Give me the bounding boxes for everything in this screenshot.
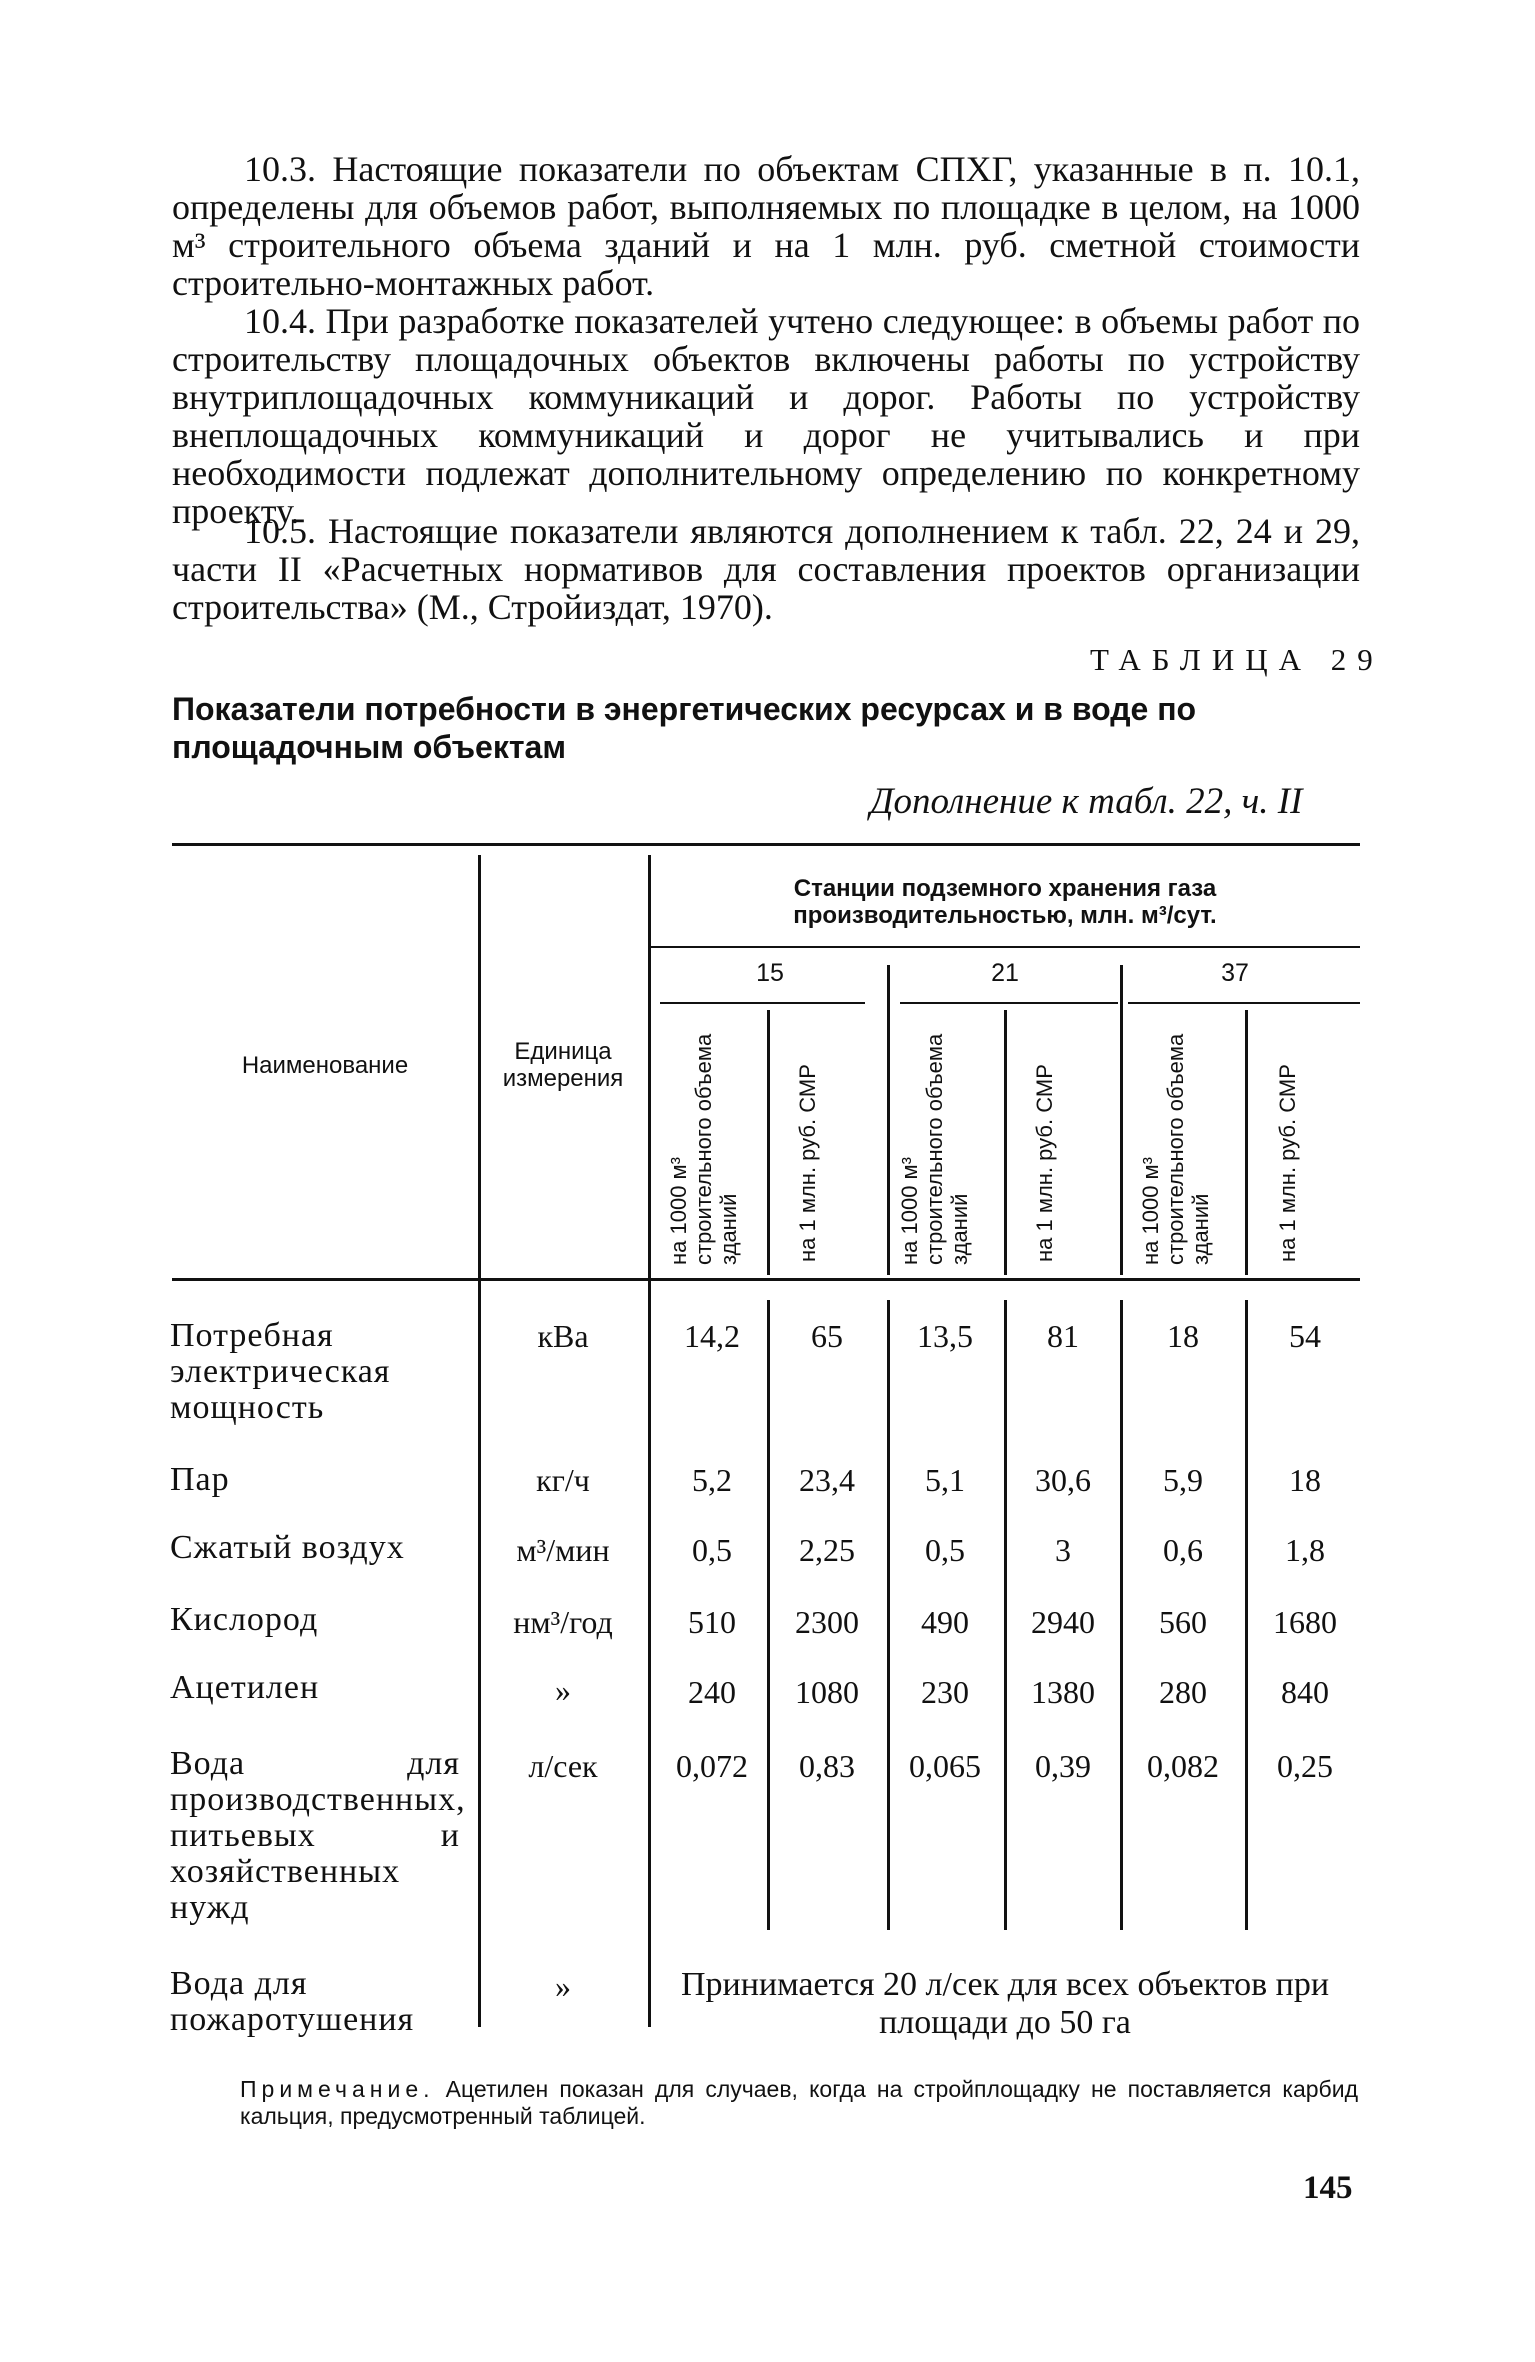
table-cell: 240 [688, 1674, 736, 1710]
table-cell: 0,072 [676, 1748, 748, 1784]
table-cell: 2940 [1031, 1604, 1095, 1640]
table-cell: 280 [1159, 1674, 1207, 1710]
subheader-15-a: на 1000 м³ строительного объема зданий [666, 1033, 741, 1265]
page-number: 145 [1303, 2170, 1353, 2206]
table-cell: 23,4 [799, 1462, 855, 1498]
table-cell: 14,2 [684, 1318, 740, 1354]
cap15-rule [660, 1002, 865, 1004]
row-name-compressed-air: Сжатый воздух [170, 1529, 405, 1566]
table-cell: 13,5 [917, 1318, 973, 1354]
col-divider-name [478, 855, 481, 2027]
note-lead: Примечание. [240, 2076, 435, 2102]
table-cell: 0,25 [1277, 1748, 1333, 1784]
header-capacity-21: 21 [991, 959, 1019, 987]
row-unit-compressed-air: м³/мин [516, 1532, 610, 1568]
paragraph-10-4: 10.4. При разработке показателей учтено следующее: в объемы работ по строительству площадочных объектов включены работы по устройству внутриплощадочных коммуникаций и дорог. Работы по устройству внеплощадочных коммуникаций и дорог не учитывались и при необходимости подлежат дополнительному определению по конкретному проекту. [172, 301, 1360, 531]
col-divider-21-hdr [1004, 1010, 1007, 1275]
table-cell: 1680 [1273, 1604, 1337, 1640]
header-name: Наименование [241, 1052, 409, 1079]
group-header-rule [650, 946, 1360, 948]
table-cell: 560 [1159, 1604, 1207, 1640]
table-cell: 0,5 [692, 1532, 732, 1568]
table-cell: 0,83 [799, 1748, 855, 1784]
subheader-21-b: на 1 млн. руб. СМР [1032, 1064, 1057, 1262]
table-subtitle: Дополнение к табл. 22, ч. II [870, 781, 1303, 822]
row-unit-water-industrial: л/сек [528, 1748, 598, 1784]
table-cell: 0,5 [925, 1532, 965, 1568]
cap21-rule [900, 1002, 1118, 1004]
note-text: Ацетилен показан для случаев, когда на стройплощадку не поставляется карбид кальция, предусмотренный таблицей. [240, 2076, 1359, 2129]
row-merged-water-fire: Принимается 20 л/сек для всех объектов при площади до 50 га [680, 1966, 1330, 2041]
table-cell: 5,2 [692, 1462, 732, 1498]
col-divider-15 [767, 1300, 770, 1930]
table-cell: 3 [1055, 1532, 1071, 1568]
table-label: ТАБЛИЦА 29 [1090, 642, 1384, 677]
table-cell: 0,6 [1163, 1532, 1203, 1568]
table-cell: 81 [1047, 1318, 1079, 1354]
paragraph-10-5: 10.5. Настоящие показатели являются дополнением к табл. 22, 24 и 29, части II «Расчетных нормативов для составления проектов организации строительства» (М., Стройиздат, 1970). [172, 511, 1360, 627]
cap37-rule [1128, 1002, 1360, 1004]
table-cell: 840 [1281, 1674, 1329, 1710]
subheader-15-b: на 1 млн. руб. СМР [795, 1064, 820, 1262]
table-title: Показатели потребности в энергетических ресурсах и в воде по площадочным объектам [172, 691, 1197, 765]
table-cell: 510 [688, 1604, 736, 1640]
table-cell: 1080 [795, 1674, 859, 1710]
table-cell: 65 [811, 1318, 843, 1354]
table-cell: 2300 [795, 1604, 859, 1640]
table-cell: 5,1 [925, 1462, 965, 1498]
subheader-21-a: на 1000 м³ строительного объема зданий [897, 1033, 972, 1265]
table-cell: 18 [1289, 1462, 1321, 1498]
header-group: Станции подземного хранения газа производительностью, млн. м³/сут. [793, 875, 1217, 929]
header-capacity-15: 15 [756, 959, 784, 987]
col-divider-21-37 [1120, 1300, 1123, 1930]
col-divider-15-hdr [767, 1010, 770, 1275]
col-divider-21 [1004, 1300, 1007, 1930]
col-divider-37-hdr [1245, 1010, 1248, 1275]
table-cell: 490 [921, 1604, 969, 1640]
table-cell: 30,6 [1035, 1462, 1091, 1498]
col-divider-unit [648, 855, 651, 2027]
row-name-water-industrial: Вода для производственных, питьевых и хозяйственных нужд [170, 1745, 466, 1926]
row-unit-acetylene: » [555, 1672, 571, 1708]
table-cell: 0,065 [909, 1748, 981, 1784]
row-unit-oxygen: нм³/год [513, 1604, 613, 1640]
row-name-acetylene: Ацетилен [170, 1669, 320, 1706]
table-note [240, 2076, 1358, 2130]
row-unit-water-fire: » [555, 1968, 571, 2004]
table-cell: 54 [1289, 1318, 1321, 1354]
row-name-steam: Пар [170, 1461, 230, 1498]
table-cell: 0,39 [1035, 1748, 1091, 1784]
col-divider-37 [1245, 1300, 1248, 1930]
subheader-37-b: на 1 млн. руб. СМР [1275, 1064, 1300, 1262]
table-cell: 230 [921, 1674, 969, 1710]
col-divider-21-37-hdr [1120, 965, 1123, 1275]
row-unit-power: кВа [537, 1318, 589, 1354]
table-cell: 18 [1167, 1318, 1199, 1354]
table-cell: 2,25 [799, 1532, 855, 1568]
header-unit: Единица измерения [502, 1038, 624, 1092]
row-unit-steam: кг/ч [536, 1462, 590, 1498]
table-cell: 1,8 [1285, 1532, 1325, 1568]
table-top-rule [172, 843, 1360, 846]
table-cell: 0,082 [1147, 1748, 1219, 1784]
row-name-water-fire: Вода для пожаротушения [170, 1965, 415, 2038]
table-cell: 5,9 [1163, 1462, 1203, 1498]
table-cell: 1380 [1031, 1674, 1095, 1710]
header-capacity-37: 37 [1221, 959, 1249, 987]
paragraph-10-3: 10.3. Настоящие показатели по объектам СПХГ, указанные в п. 10.1, определены для объемов работ, выполняемых по площадке в целом, на 1000 м³ строительного объема зданий и на 1 млн. руб. сметной стоимости строительно-монтажных работ. [172, 149, 1360, 303]
col-divider-15-21-hdr [887, 965, 890, 1275]
row-name-oxygen: Кислород [170, 1601, 319, 1638]
subheader-37-a: на 1000 м³ строительного объема зданий [1138, 1033, 1213, 1265]
row-name-power: Потребная электрическая мощность [170, 1317, 391, 1426]
header-bottom-rule [172, 1278, 1360, 1281]
